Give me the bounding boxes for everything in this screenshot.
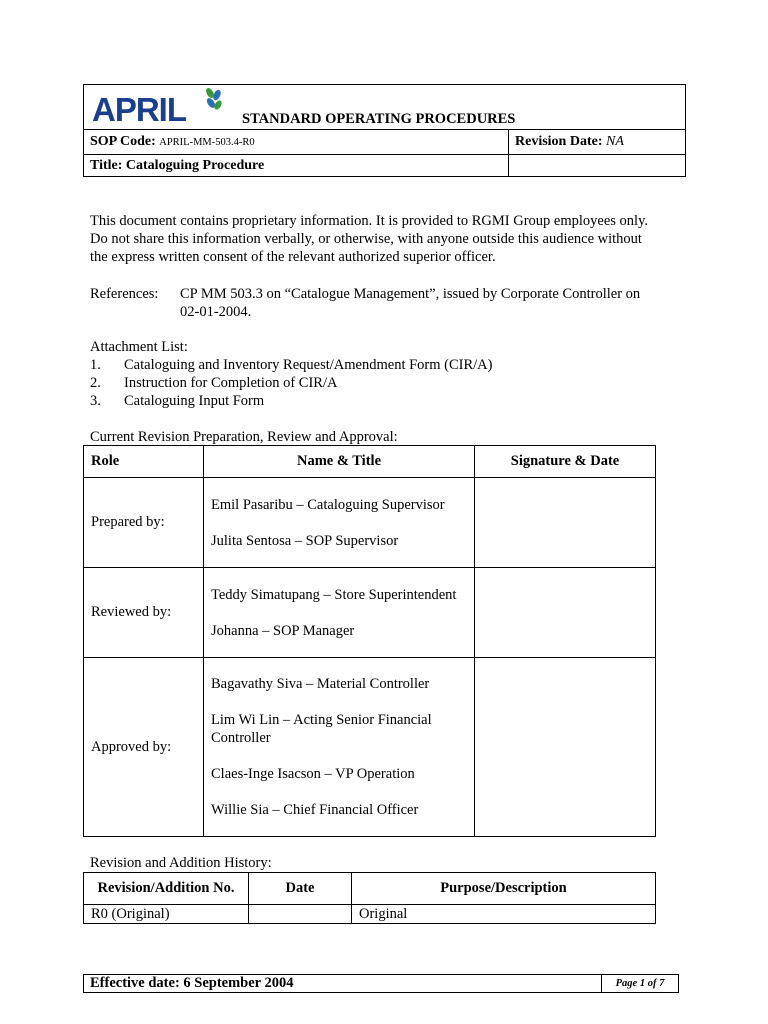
table-row — [84, 478, 656, 568]
role-cell: Approved by: — [84, 658, 204, 837]
intro-line: This document contains proprietary information. It is provided to RGMI Group employees only. — [90, 213, 649, 229]
attachment-heading: Attachment List: — [90, 339, 188, 355]
name-entry: Lim Wi Lin – Acting Senior Financial Controller — [211, 712, 432, 746]
item-number: 3. — [90, 393, 101, 409]
empty-cell — [509, 155, 686, 177]
procedure-title: Title: Cataloguing Procedure — [84, 155, 509, 177]
name-entry: Teddy Simatupang – Store Superintendent — [211, 586, 457, 603]
signature-cell — [475, 478, 656, 568]
name-entry: Willie Sia – Chief Financial Officer — [211, 802, 419, 818]
logo-text: APRIL — [92, 91, 186, 128]
name-entry: Claes-Inge Isacson – VP Operation — [211, 766, 415, 782]
col-role-header: Role — [84, 446, 204, 478]
name-cell — [204, 658, 475, 837]
sop-code-value: APRIL-MM-503.4-R0 — [159, 137, 255, 148]
table-row — [84, 658, 656, 837]
signature-cell — [475, 568, 656, 658]
item-text: Cataloguing Input Form — [124, 393, 265, 409]
effective-date: Effective date: 6 September 2004 — [84, 975, 602, 993]
col-date-header: Date — [249, 873, 352, 905]
item-text: Instruction for Completion of CIR/A — [124, 375, 338, 391]
footer-table — [83, 974, 679, 993]
intro-line: the express written consent of the relevant authorized superior officer. — [90, 249, 496, 265]
table-row — [84, 905, 656, 924]
purpose-cell: Original — [352, 905, 656, 924]
item-number: 1. — [90, 357, 101, 373]
date-cell — [249, 905, 352, 924]
revision-history-table — [83, 872, 656, 924]
signature-cell — [475, 658, 656, 837]
page-number: Page 1 of 7 — [602, 975, 679, 993]
name-entry: Emil Pasaribu – Cataloguing Supervisor — [211, 496, 445, 513]
revision-history-heading: Revision and Addition History: — [90, 855, 272, 871]
name-cell — [204, 478, 475, 568]
col-signature-header: Signature & Date — [475, 446, 656, 478]
references-line: CP MM 503.3 on “Catalogue Management”, issued by Corporate Controller on — [180, 286, 641, 302]
document-title: STANDARD OPERATING PROCEDURES — [242, 111, 516, 127]
revision-date-cell — [509, 130, 686, 155]
name-entry: Johanna – SOP Manager — [211, 622, 355, 639]
approval-heading: Current Revision Preparation, Review and Approval: — [90, 429, 398, 445]
name-cell — [204, 568, 475, 658]
col-revision-header: Revision/Addition No. — [84, 873, 249, 905]
header-table — [83, 84, 686, 177]
references-text — [180, 285, 675, 321]
approval-table — [83, 445, 656, 837]
revision-date-label: Revision Date: — [515, 134, 603, 149]
intro-paragraph — [90, 212, 680, 266]
list-item — [90, 392, 680, 410]
sop-code-cell — [84, 130, 509, 155]
col-name-header: Name & Title — [204, 446, 475, 478]
leaf-icon — [203, 87, 225, 113]
revision-cell: R0 (Original) — [84, 905, 249, 924]
april-logo — [92, 87, 220, 127]
sop-code-label: SOP Code: — [90, 134, 156, 149]
references-line: 02-01-2004. — [180, 304, 252, 320]
role-cell: Prepared by: — [84, 478, 204, 568]
intro-line: Do not share this information verbally, or otherwise, with anyone outside this audience without — [90, 231, 642, 247]
list-item — [90, 374, 680, 392]
role-cell: Reviewed by: — [84, 568, 204, 658]
item-text: Cataloguing and Inventory Request/Amendment Form (CIR/A) — [124, 357, 493, 373]
revision-date-value: NA — [606, 134, 624, 149]
header-logo-row — [84, 85, 686, 130]
references-label: References: — [90, 286, 159, 302]
list-item — [90, 356, 680, 374]
table-row — [84, 568, 656, 658]
col-purpose-header: Purpose/Description — [352, 873, 656, 905]
item-number: 2. — [90, 375, 101, 391]
name-entry: Julita Sentosa – SOP Supervisor — [211, 532, 399, 549]
attachment-list — [90, 338, 680, 410]
name-entry: Bagavathy Siva – Material Controller — [211, 676, 430, 692]
